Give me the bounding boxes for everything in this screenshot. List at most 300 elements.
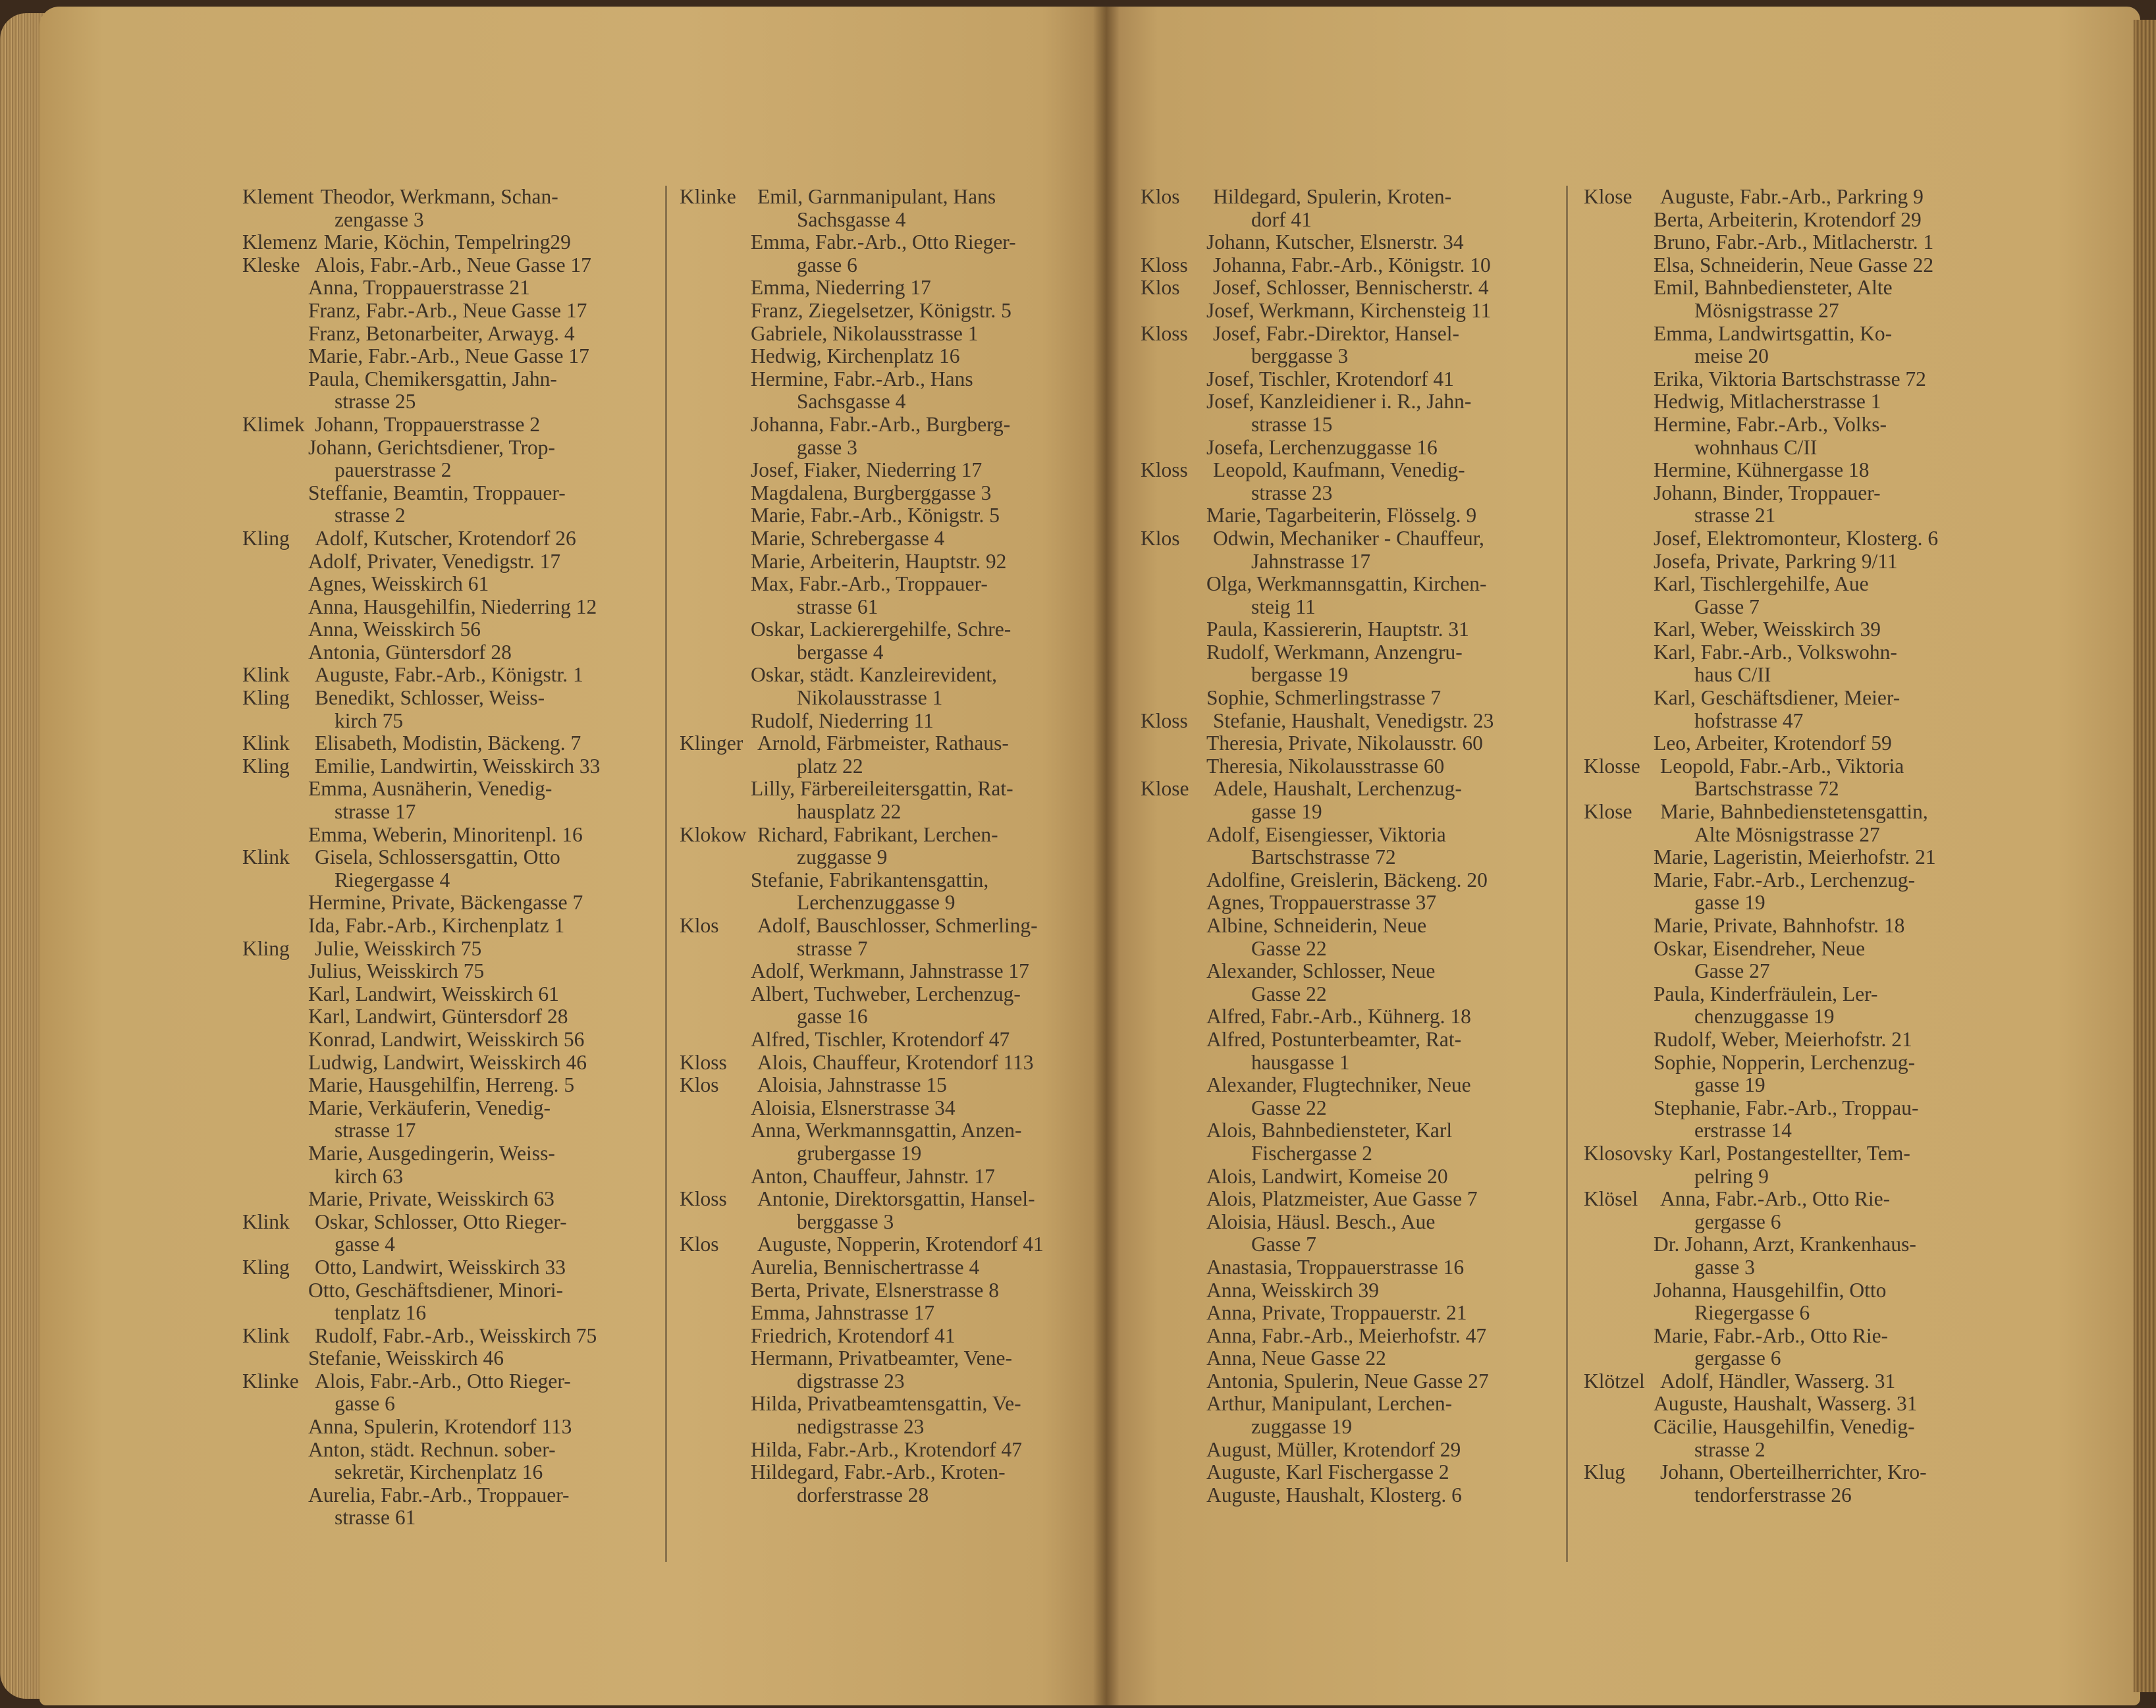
directory-entry [1584, 527, 1999, 550]
entry-line [1141, 824, 1555, 847]
directory-entry [242, 664, 664, 687]
directory-entry [680, 1439, 1094, 1462]
directory-entry [1584, 390, 1999, 414]
directory-entry [1141, 254, 1555, 277]
entry-details: Anastasia, Troppauerstrasse 16 [1206, 1255, 1465, 1279]
entry-continuation: Gasse 22 [1251, 936, 1327, 960]
entry-continuation: gasse 19 [1694, 1073, 1765, 1097]
entry-line [1141, 778, 1555, 801]
entry-line [680, 1233, 1094, 1256]
entry-line [1584, 732, 1999, 755]
directory-entry [680, 504, 1094, 527]
directory-entry [1584, 254, 1999, 277]
directory-entry [680, 368, 1094, 414]
directory-entry [1141, 1188, 1555, 1211]
directory-entry [680, 1302, 1094, 1325]
entry-details: Lilly, Färbereileitersgattin, Rat- [751, 777, 1013, 801]
entry-line [680, 1052, 1094, 1075]
entry-line [680, 869, 1094, 892]
entry-surname: Klink [242, 1323, 290, 1347]
entry-details: Hermine, Fabr.-Arb., Hans [751, 367, 973, 390]
entry-line [242, 231, 664, 254]
entry-details: Josef, Fabr.-Direktor, Hansel- [1213, 321, 1460, 345]
entry-details: Stefanie, Weisskirch 46 [308, 1347, 504, 1370]
entry-line [1141, 1279, 1555, 1302]
entry-details: Josef, Elektromonteur, Klosterg. 6 [1654, 526, 1939, 550]
entry-details: Magdalena, Burgberggasse 3 [751, 481, 992, 504]
directory-entry [1141, 1370, 1555, 1393]
entry-continuation: Mösnigstrasse 27 [1694, 298, 1839, 322]
entry-line [680, 231, 1094, 254]
entry-details: Antonia, Güntersdorf 28 [308, 640, 512, 664]
entry-surname: Klink [242, 1210, 290, 1233]
directory-entry [242, 1416, 664, 1439]
entry-continuation: gasse 6 [797, 253, 857, 277]
directory-entry [680, 1097, 1094, 1120]
entry-surname: Klink [242, 845, 290, 869]
directory-entry [242, 277, 664, 300]
directory-entry [680, 414, 1094, 459]
entry-line [242, 277, 664, 300]
entry-surname: Klose [1584, 800, 1632, 824]
directory-entry [242, 345, 664, 368]
directory-entry [1584, 1461, 1999, 1507]
entry-continuation: erstrasse 14 [1694, 1119, 1792, 1142]
directory-entry [1584, 368, 1999, 391]
entry-line [1584, 277, 1999, 300]
entry-line [1584, 550, 1999, 574]
entry-continuation: Lerchenzuggasse 9 [797, 891, 956, 915]
entry-line [1141, 254, 1555, 277]
entry-line [242, 1211, 664, 1234]
entry-details: Emil, Garnmanipulant, Hans [757, 185, 996, 208]
entry-line [1584, 1188, 1999, 1211]
entry-details: Leopold, Fabr.-Arb., Viktoria [1660, 754, 1904, 778]
entry-surname: Klösel [1584, 1187, 1638, 1211]
directory-entry [680, 345, 1094, 368]
directory-entry [1584, 1028, 1999, 1052]
entry-details: Auguste, Fabr.-Arb., Königstr. 1 [315, 663, 583, 687]
entry-details: Marie, Ausgedingerin, Weiss- [308, 1141, 555, 1165]
directory-entry [1584, 459, 1999, 482]
entry-surname: Klötzel [1584, 1369, 1645, 1393]
entry-details: Berta, Arbeiterin, Krotendorf 29 [1654, 207, 1922, 231]
directory-entry [1141, 755, 1555, 778]
directory-entry [1584, 1233, 1999, 1279]
entry-details: Hermine, Kühnergasse 18 [1654, 458, 1870, 482]
entry-continuation: zuggasse 19 [1251, 1415, 1353, 1439]
entry-continuation: gasse 16 [797, 1005, 868, 1028]
entry-line [242, 1416, 664, 1439]
entry-surname: Kling [242, 936, 290, 960]
entry-line [1141, 1005, 1555, 1028]
directory-entry [242, 231, 664, 254]
directory-entry [1141, 1211, 1555, 1256]
directory-entry [242, 1211, 664, 1256]
directory-entry [680, 550, 1094, 574]
entry-details: Alois, Landwirt, Komeise 20 [1206, 1164, 1448, 1188]
entry-line [242, 437, 664, 460]
entry-line [242, 846, 664, 869]
entry-line [242, 983, 664, 1006]
entry-details: Max, Fabr.-Arb., Troppauer- [751, 572, 988, 596]
entry-surname: Klos [1141, 276, 1180, 300]
entry-continuation: strasse 15 [1251, 412, 1333, 436]
entry-line [680, 1393, 1094, 1416]
directory-entry [1141, 1279, 1555, 1302]
directory-entry [1141, 869, 1555, 892]
entry-line [1141, 687, 1555, 710]
entry-line [1141, 618, 1555, 641]
entry-continuation: zengasse 3 [335, 207, 424, 231]
entry-details: Auguste, Karl Fischergasse 2 [1206, 1460, 1449, 1484]
entry-line [1584, 641, 1999, 664]
entry-continuation: Gasse 7 [1694, 595, 1760, 618]
directory-entry [242, 1279, 664, 1325]
entry-line [1141, 1188, 1555, 1211]
entry-line [1141, 732, 1555, 755]
entry-line [242, 938, 664, 961]
entry-details: Johanna, Fabr.-Arb., Burgberg- [751, 412, 1011, 436]
directory-entry [1141, 915, 1555, 960]
directory-entry [1584, 755, 1999, 801]
entry-line [1584, 209, 1999, 232]
directory-entry [242, 1484, 664, 1530]
directory-entry [1141, 300, 1555, 323]
entry-details: Karl, Postangestellter, Tem- [1679, 1141, 1910, 1165]
entry-surname: Klink [242, 732, 290, 755]
entry-continuation: Riegergasse 6 [1694, 1301, 1810, 1325]
directory-entry [1584, 983, 1999, 1028]
entry-details: Hedwig, Mitlacherstrasse 1 [1654, 390, 1881, 414]
directory-entry [242, 596, 664, 619]
directory-entry [680, 482, 1094, 505]
directory-entry [1584, 1393, 1999, 1416]
entry-continuation: pelring 9 [1694, 1164, 1769, 1188]
entry-continuation: Fischergasse 2 [1251, 1141, 1373, 1165]
entry-details: Emma, Niederring 17 [751, 276, 931, 300]
directory-entry [1584, 573, 1999, 618]
entry-details: Konrad, Landwirt, Weisskirch 56 [308, 1027, 585, 1051]
directory-entry [242, 778, 664, 823]
directory-entry [1141, 1074, 1555, 1119]
entry-continuation: pauerstrasse 2 [335, 458, 452, 482]
entry-details: Adolf, Bauschlosser, Schmerling- [757, 914, 1038, 937]
entry-details: Aloisia, Elsnerstrasse 34 [751, 1096, 956, 1119]
entry-details: Anna, Hausgehilfin, Niederring 12 [308, 595, 597, 618]
entry-details: Marie, Lageristin, Meierhofstr. 21 [1654, 845, 1936, 869]
entry-details: Josefa, Lerchenzuggasse 16 [1206, 435, 1438, 459]
entry-details: Marie, Fabr.-Arb., Neue Gasse 17 [308, 344, 589, 368]
entry-continuation: bergasse 19 [1251, 663, 1349, 687]
entry-line [242, 778, 664, 801]
entry-details: Josef, Tischler, Krotendorf 41 [1206, 367, 1454, 390]
entry-details: Stefanie, Fabrikantensgattin, [751, 868, 989, 892]
entry-details: Anna, Neue Gasse 22 [1206, 1347, 1386, 1370]
entry-surname: Kling [242, 686, 290, 710]
entry-details: Otto, Geschäftsdiener, Minori- [308, 1278, 564, 1302]
entry-line [1141, 368, 1555, 391]
entry-details: Antonie, Direktorsgattin, Hansel- [757, 1187, 1035, 1211]
directory-entry [1584, 1279, 1999, 1325]
entry-line [1584, 915, 1999, 938]
entry-continuation: haus C/II [1694, 663, 1771, 687]
directory-entry [1141, 1302, 1555, 1325]
entry-details: Karl, Landwirt, Güntersdorf 28 [308, 1005, 568, 1028]
directory-entry [680, 1188, 1094, 1233]
entry-line [680, 618, 1094, 641]
directory-entry [242, 618, 664, 641]
entry-line [680, 915, 1094, 938]
entry-line [242, 732, 664, 755]
entry-line [1584, 1097, 1999, 1120]
entry-line [1584, 755, 1999, 778]
entry-continuation: strasse 61 [797, 595, 878, 618]
entry-continuation: kirch 63 [335, 1164, 404, 1188]
entry-details: Paula, Kassiererin, Hauptstr. 31 [1206, 618, 1469, 641]
directory-entry [242, 1005, 664, 1028]
entry-details: Josef, Fiaker, Niederring 17 [751, 458, 983, 482]
entry-continuation: hausplatz 22 [797, 800, 902, 824]
entry-continuation: gasse 6 [335, 1392, 395, 1416]
directory-entry [680, 231, 1094, 277]
entry-continuation: Gasse 22 [1251, 1096, 1327, 1119]
entry-details: Marie, Verkäuferin, Venedig- [308, 1096, 551, 1119]
entry-surname: Klinger [680, 732, 743, 755]
entry-details: Marie, Tagarbeiterin, Flösselg. 9 [1206, 504, 1477, 527]
entry-line [1141, 277, 1555, 300]
entry-line [1584, 527, 1999, 550]
entry-continuation: grubergasse 19 [797, 1141, 922, 1165]
entry-line [242, 345, 664, 368]
entry-continuation: strasse 25 [335, 390, 416, 414]
entry-details: Anton, städt. Rechnun. sober- [308, 1437, 556, 1461]
entry-details: Otto, Landwirt, Weisskirch 33 [315, 1255, 566, 1279]
directory-entry [1141, 527, 1555, 573]
entry-line [242, 892, 664, 915]
directory-entry [242, 846, 664, 892]
directory-entry [242, 1439, 664, 1484]
entry-continuation: strasse 2 [335, 504, 406, 527]
directory-entry [1141, 231, 1555, 254]
entry-details: Alois, Chauffeur, Krotendorf 113 [757, 1050, 1034, 1074]
directory-entry [242, 938, 664, 961]
directory-entry [1584, 915, 1999, 938]
entry-line [1584, 1233, 1999, 1256]
entry-line [680, 482, 1094, 505]
entry-details: Franz, Betonarbeiter, Arwayg. 4 [308, 321, 575, 345]
directory-entry [1141, 368, 1555, 391]
entry-line [680, 1097, 1094, 1120]
entry-line [680, 277, 1094, 300]
directory-entry [1141, 186, 1555, 231]
entry-line [242, 1347, 664, 1370]
book-gutter [1093, 7, 1119, 1705]
entry-line [242, 687, 664, 710]
entry-details: Marie, Arbeiterin, Hauptstr. 92 [751, 549, 1007, 573]
directory-entry [242, 687, 664, 732]
entry-details: Odwin, Mechaniker - Chauffeur, [1213, 526, 1484, 550]
entry-details: Anna, Weisskirch 56 [308, 618, 481, 641]
entry-line [1584, 801, 1999, 824]
entry-line [242, 323, 664, 346]
entry-line [1141, 1325, 1555, 1348]
entry-line [242, 960, 664, 983]
directory-column-1 [242, 186, 664, 1530]
entry-details: Hilda, Privatbeamtensgattin, Ve- [751, 1392, 1021, 1416]
entry-line [680, 368, 1094, 391]
entry-line [680, 504, 1094, 527]
entry-line [1141, 1370, 1555, 1393]
directory-entry [242, 1142, 664, 1188]
directory-entry [242, 573, 664, 596]
entry-line [1141, 1484, 1555, 1507]
directory-entry [680, 778, 1094, 823]
entry-details: Marie, Private, Bahnhofstr. 18 [1654, 914, 1905, 937]
entry-details: Albert, Tuchweber, Lerchenzug- [751, 982, 1021, 1005]
directory-entry [242, 1347, 664, 1370]
entry-line [242, 596, 664, 619]
entry-details: Paula, Chemikersgattin, Jahn- [308, 367, 557, 390]
directory-entry [242, 482, 664, 527]
entry-line [1141, 437, 1555, 460]
entry-line [1141, 231, 1555, 254]
entry-details: Stefanie, Haushalt, Venedigstr. 23 [1213, 708, 1494, 732]
entry-line [242, 1256, 664, 1279]
entry-continuation: dorferstrasse 28 [797, 1483, 929, 1507]
entry-surname: Kloss [680, 1050, 727, 1074]
directory-entry [1141, 1165, 1555, 1188]
entry-details: Johann, Gerichtsdiener, Trop- [308, 435, 555, 459]
entry-details: Johanna, Fabr.-Arb., Königstr. 10 [1213, 253, 1491, 277]
entry-surname: Kling [242, 526, 290, 550]
directory-entry [1141, 1005, 1555, 1028]
entry-surname: Klos [680, 1233, 719, 1256]
entry-continuation: berggasse 3 [797, 1210, 894, 1233]
directory-entry [1584, 414, 1999, 459]
entry-details: Agnes, Troppauerstrasse 37 [1206, 891, 1437, 915]
directory-entry [1141, 390, 1555, 436]
entry-line [242, 1028, 664, 1052]
entry-details: Dr. Johann, Arzt, Krankenhaus- [1654, 1233, 1916, 1256]
entry-line [1141, 186, 1555, 209]
entry-continuation: gergasse 6 [1694, 1210, 1781, 1233]
entry-details: Oskar, städt. Kanzleirevident, [751, 663, 997, 687]
entry-details: Emma, Jahnstrasse 17 [751, 1301, 935, 1325]
entry-line [680, 1028, 1094, 1052]
entry-details: Karl, Fabr.-Arb., Volkswohn- [1654, 640, 1897, 664]
entry-continuation: steig 11 [1251, 595, 1316, 618]
entry-line [1584, 1416, 1999, 1439]
entry-continuation: platz 22 [797, 754, 863, 778]
entry-details: Anna, Private, Troppauerstr. 21 [1206, 1301, 1467, 1325]
entry-details: Josef, Schlosser, Bennischerstr. 4 [1213, 276, 1489, 300]
entry-line [1141, 323, 1555, 346]
entry-details: Johann, Troppauerstrasse 2 [315, 412, 541, 436]
entry-details: Emilie, Landwirtin, Weisskirch 33 [315, 754, 601, 778]
entry-line [242, 300, 664, 323]
directory-entry [1584, 732, 1999, 755]
entry-details: Auguste, Nopperin, Krotendorf 41 [757, 1233, 1044, 1256]
entry-details: Friedrich, Krotendorf 41 [751, 1323, 956, 1347]
entry-line [242, 618, 664, 641]
entry-continuation: Nikolausstrasse 1 [797, 686, 943, 710]
directory-entry [1141, 1484, 1555, 1507]
entry-details: Karl, Tischlergehilfe, Aue [1654, 572, 1869, 596]
entry-line [242, 1074, 664, 1097]
entry-surname: Klos [1141, 185, 1180, 208]
entry-surname: Kloss [1141, 458, 1188, 482]
entry-details: Paula, Kinderfräulein, Ler- [1654, 982, 1878, 1005]
entry-line [680, 1461, 1094, 1484]
entry-details: Oskar, Schlosser, Otto Rieger- [315, 1210, 567, 1233]
entry-continuation: wohnhaus C/II [1694, 435, 1818, 459]
directory-entry [1584, 1416, 1999, 1461]
entry-details: Marie, Private, Weisskirch 63 [308, 1187, 554, 1211]
entry-line [1584, 1393, 1999, 1416]
entry-continuation: berggasse 3 [1251, 344, 1349, 368]
entry-details: Adele, Haushalt, Lerchenzug- [1213, 777, 1462, 801]
entry-details: Marie, Fabr.-Arb., Lerchenzug- [1654, 868, 1916, 892]
directory-entry [242, 983, 664, 1006]
entry-line [1584, 186, 1999, 209]
entry-details: Auguste, Fabr.-Arb., Parkring 9 [1660, 185, 1924, 208]
entry-line [680, 960, 1094, 983]
entry-surname: Klink [242, 663, 290, 687]
entry-line [1141, 300, 1555, 323]
directory-entry [1141, 437, 1555, 460]
directory-entry [242, 323, 664, 346]
entry-continuation: gasse 4 [335, 1233, 395, 1256]
entry-details: Alois, Bahnbediensteter, Karl [1206, 1119, 1453, 1142]
entry-details: Aloisia, Jahnstrasse 15 [757, 1073, 947, 1097]
directory-entry [680, 1052, 1094, 1075]
entry-surname: Kling [242, 754, 290, 778]
entry-details: Gisela, Schlossersgattin, Otto [315, 845, 560, 869]
entry-details: Alexander, Flugtechniker, Neue [1206, 1073, 1471, 1097]
entry-details: Steffanie, Beamtin, Troppauer- [308, 481, 566, 504]
directory-entry [242, 1074, 664, 1097]
entry-line [1141, 527, 1555, 550]
entry-line [1141, 1256, 1555, 1279]
directory-entry [242, 892, 664, 915]
entry-details: Anna, Werkmannsgattin, Anzen- [751, 1119, 1022, 1142]
directory-entry [1584, 846, 1999, 869]
entry-line [680, 1439, 1094, 1462]
entry-line [1141, 1347, 1555, 1370]
directory-entry [680, 573, 1094, 618]
entry-details: Anna, Fabr.-Arb., Otto Rie- [1660, 1187, 1891, 1211]
entry-line [680, 414, 1094, 437]
entry-line [1141, 1393, 1555, 1416]
directory-entry [680, 915, 1094, 960]
directory-entry [1584, 1142, 1999, 1188]
entry-details: Rudolf, Fabr.-Arb., Weisskirch 75 [315, 1323, 597, 1347]
entry-continuation: gasse 3 [797, 435, 857, 459]
directory-entry [680, 277, 1094, 300]
directory-entry [1141, 641, 1555, 687]
entry-line [680, 983, 1094, 1006]
entry-surname: Kling [242, 1255, 290, 1279]
entry-line [242, 1005, 664, 1028]
directory-entry [1141, 323, 1555, 368]
entry-details: Adolfine, Greislerin, Bäckeng. 20 [1206, 868, 1488, 892]
entry-details: Hermine, Fabr.-Arb., Volks- [1654, 412, 1887, 436]
entry-details: Marie, Fabr.-Arb., Königstr. 5 [751, 504, 1000, 527]
directory-entry [1141, 732, 1555, 755]
entry-continuation: Alte Mösnigstrasse 27 [1694, 822, 1880, 846]
entry-line [1584, 390, 1999, 414]
